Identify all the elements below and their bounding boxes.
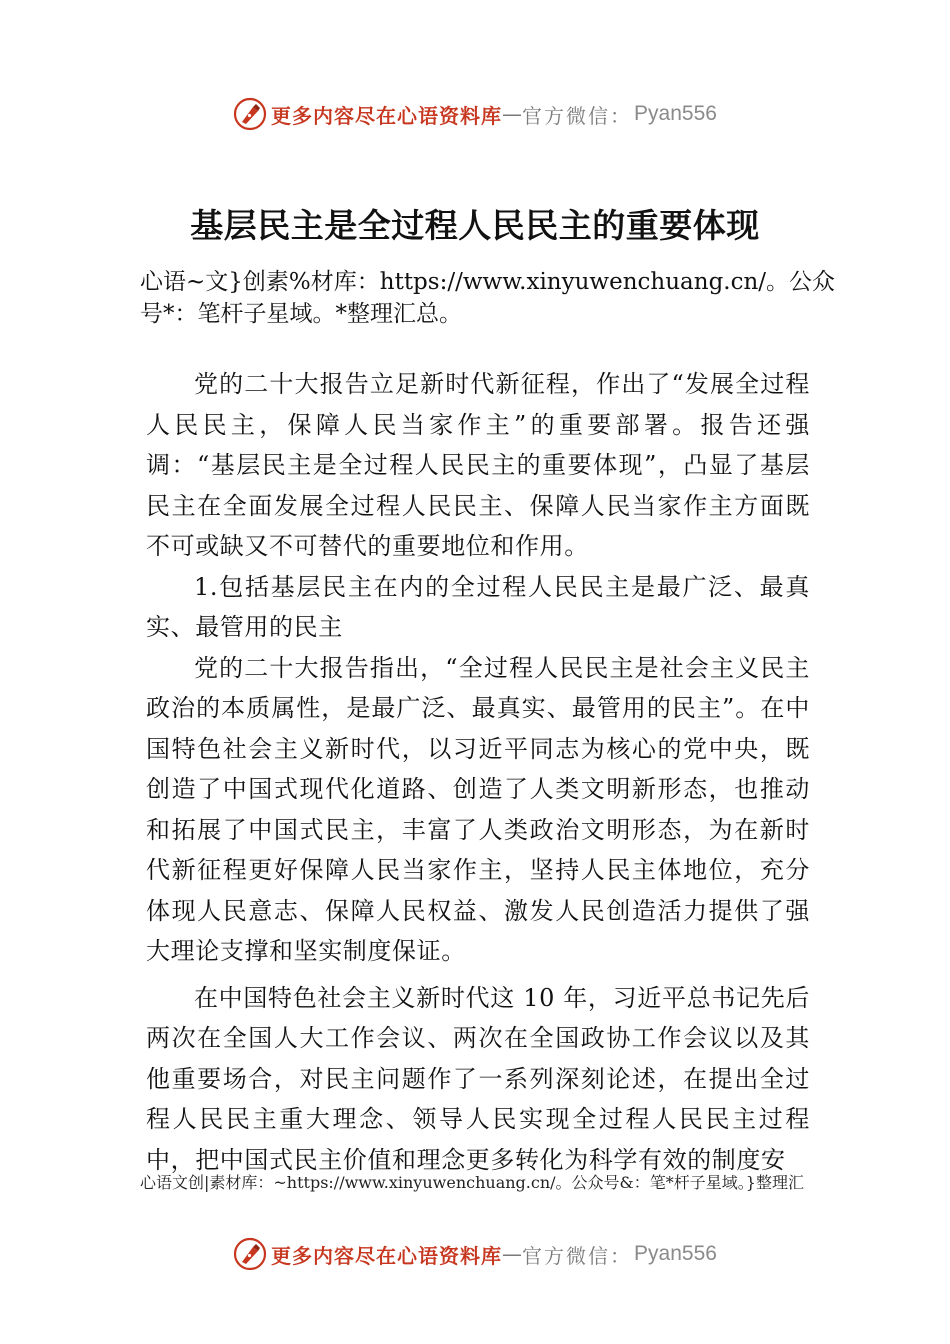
document-title: 基层民主是全过程人民民主的重要体现 [190,206,760,245]
banner-wechat-id: Pyan556 [634,1242,717,1265]
footer-note: 心语文创|素材库：~https://www.xinyuwenchuang.cn/。公众号&：笔*杆子星域。}整理汇 [140,1173,804,1192]
banner-text: 更多内容尽在心语资料库 [271,103,503,128]
banner-text: 更多内容尽在心语资料库 [271,1243,503,1268]
banner-wechat-label: 官方微信： [522,1243,633,1268]
banner-separator: — [502,1242,523,1266]
source-line: 心语~文}创素%材库：https://www.xinyuwenchuang.cn/。公众号*：笔杆子星域。*整理汇总。 [140,269,836,327]
banner-wechat-label: 官方微信： [522,103,633,128]
document-body [146,364,810,1180]
pen-nib-icon [233,97,267,131]
paragraph: 党的二十大报告指出，“全过程人民民主是社会主义民主政治的本质属性，是最广泛、最真实、最管用的民主”。在中国特色社会主义新时代，以习近平同志为核心的党中央，既创造了中国式现代化道路、创造了人类文明新形态，也推动和拓展了中国式民主，丰富了人类政治文明形态，为在新时代新征程更好保障人民当家作主，坚持人民主体地位，充分体现人民意志、保障人民权益、激发人民创造活力提供了强大理论支撑和坚实制度保证。 [146,653,810,965]
footer-banner [0,1232,950,1276]
section-heading: 1.包括基层民主在内的全过程人民民主是最广泛、最真实、最管用的民主 [146,572,810,641]
banner-separator: — [502,102,523,126]
paragraph: 在中国特色社会主义新时代这 10 年，习近平总书记先后两次在全国人大工作会议、两次在全国政协工作会议以及其他重要场合，对民主问题作了一系列深刻论述，在提出全过程人民民主重大理念、领导人民实现全过程人民民主过程中，把中国式民主价值和理念更多转化为科学有效的制度安 [146,983,810,1174]
banner-wechat-id: Pyan556 [634,102,717,125]
pen-nib-icon [233,1237,267,1271]
header-banner [0,92,950,136]
paragraph: 党的二十大报告立足新时代新征程，作出了“发展全过程人民民主，保障人民当家作主”的重要部署。报告还强调：“基层民主是全过程人民民主的重要体现”，凸显了基层民主在全面发展全过程人民民主、保障人民当家作主方面既不可或缺又不可替代的重要地位和作用。 [146,370,810,560]
